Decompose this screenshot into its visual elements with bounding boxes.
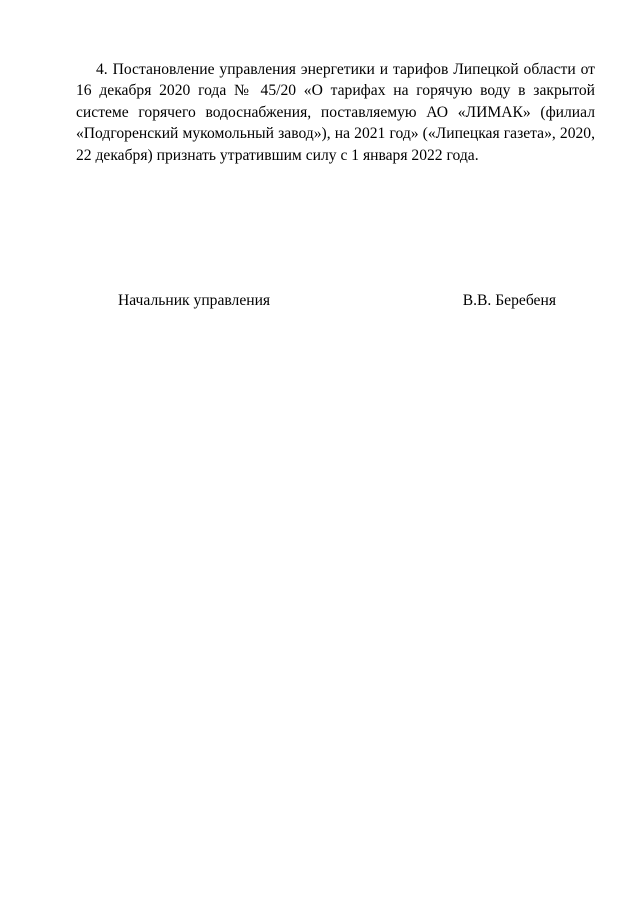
signature-block	[118, 291, 558, 311]
signatory-name: В.В. Беребеня	[462, 292, 556, 309]
paragraph-item-4: 4. Постановление управления энергетики и тарифов Липецкой области от 16 декабря 2020 года № 45/20 «О тарифах на горячую воду в закрытой системе горячего водоснабжения, поставляемую АО «ЛИМАК» (филиал «Подгоренский мукомольный завод»), на 2021 год» («Липецкая газета», 2020, 22 декабря) признать утратившим силу с 1 января 2022 года.	[76, 61, 595, 164]
signatory-position: Начальник управления	[118, 292, 271, 309]
